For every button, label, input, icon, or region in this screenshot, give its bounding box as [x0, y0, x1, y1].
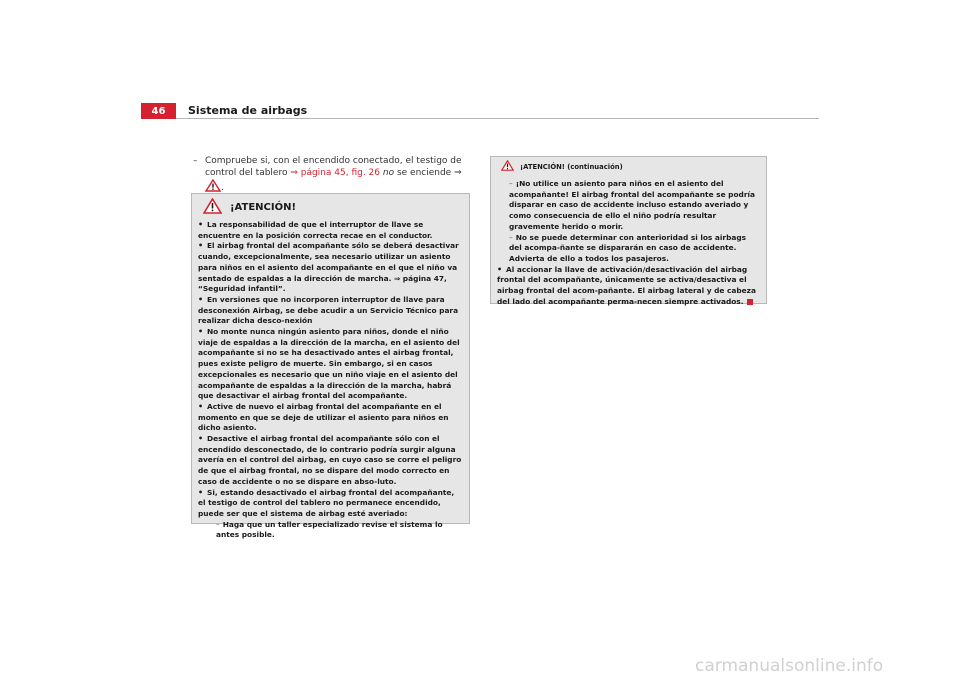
warning-box-continued	[490, 156, 767, 304]
list-item: • El airbag frontal del acompañante sólo se deberá desactivar cuando, excepcionalmente, sea necesario utilizar un asiento para niños en el asiento del acompañante en el que el niño va sentado de espaldas a la dirección de marcha. ⇒ página 47, “Seguridad infantil”.	[198, 241, 459, 294]
warning-box	[191, 193, 470, 540]
warning-title: ¡ATENCIÓN! (continuación)	[520, 162, 623, 171]
warning-triangle-icon	[203, 198, 222, 218]
sub-list-item: – No se puede determinar con anterioridad si los airbags del acompa-ñante se dispararán en caso de accidente. Advierta de ello a todos los pasajeros.	[509, 232, 747, 263]
list-item: • Desactive el airbag frontal del acompañante sólo con el encendido desconectado, de lo contrario podría surgir alguna avería en el control del airbag, en cuyo caso se corre el peligro de que el airbag frontal, no se dispare del modo correcto en caso de accidente o no se dispare en abso-luto.	[198, 434, 462, 486]
list-item: • Active de nuevo el airbag frontal del acompañante en el momento en que se deje de utilizar el asiento para niños en dicho asiento.	[198, 401, 449, 433]
section-title: Sistema de airbags	[188, 104, 308, 117]
list-item: • Si, estando desactivado el airbag frontal del acompañante, el testigo de control del tablero no permanece encendido, puede ser que el sistema de airbag esté averiado:	[198, 487, 455, 518]
end-of-section-mark	[747, 299, 753, 305]
page-reference-link[interactable]: ⇒ página 45, fig. 26	[290, 168, 380, 178]
warning-header	[497, 161, 760, 173]
list-item: • Al accionar la llave de activación/desactivación del airbag frontal del acompañante, únicamente se activa/desactiva el airbag frontal del acom-pañante. El airbag lateral y de cabeza del lado del acompañante perma-necen siempre activados.	[497, 264, 756, 306]
list-item: • No monte nunca ningún asiento para niños, donde el niño viaje de espaldas a la dirección de la marcha, en el asiento del acompañante si no se ha desactivado antes el airbag frontal, pues existe peligro de muerte. Sin embargo, si en casos excepcionales es necesario que un niño viaje en el asiento del acompañante de espaldas a la dirección de la marcha, habrá que desactivar el airbag frontal del acompañante.	[198, 327, 460, 401]
warning-header	[198, 198, 463, 218]
warning-title: ¡ATENCIÓN!	[230, 201, 297, 213]
list-item: • La responsabilidad de que el interruptor de llave se encuentre en la posición correcta recae en el conductor.	[198, 220, 433, 240]
step-text: Compruebe si, con el encendido conectado, el testigo de control del tablero ⇒ página 45, fig. 26 no se enciende ⇒ .	[193, 155, 473, 196]
intro-step	[193, 155, 473, 196]
list-item: • En versiones que no incorporen interruptor de llave para desconexión Airbag, se debe acudir a un Servicio Técnico para realizar dicha desco-nexión	[198, 294, 459, 326]
page-number: 46	[141, 103, 176, 119]
warning-triangle-icon	[501, 160, 514, 175]
watermark: carmanualsonline.info	[695, 656, 884, 676]
step-dash: –	[193, 156, 198, 166]
header-divider	[176, 118, 819, 119]
sub-list-item: – Haga que un taller especializado revise el sistema lo antes posible.	[216, 519, 443, 540]
sub-list-item: – ¡No utilice un asiento para niños en el asiento del acompañante! El airbag frontal del acompañante se podría disparar en caso de accidente incluso estando averiado y como consecuencia de ello el niño podría resultar gravemente herido o morir.	[509, 179, 755, 231]
